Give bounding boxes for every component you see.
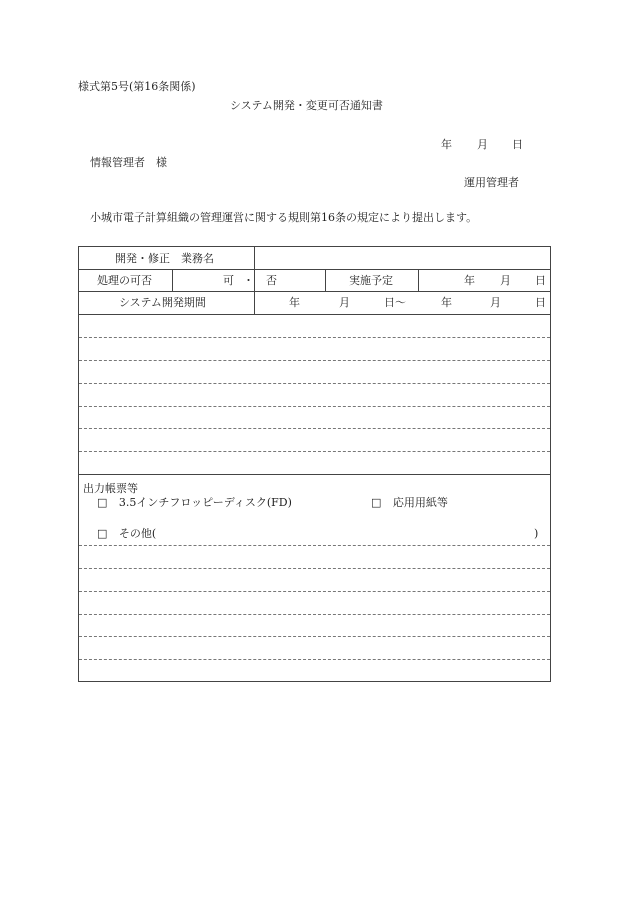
memo-line	[79, 428, 550, 429]
output-line	[79, 614, 550, 615]
row-divider	[79, 314, 550, 315]
cell-divider	[325, 269, 326, 291]
other-option[interactable]	[97, 528, 156, 539]
approval-no[interactable]: 否	[266, 274, 277, 287]
memo-line	[79, 337, 550, 338]
approval-dot: ・	[243, 274, 254, 287]
memo-line	[79, 451, 550, 452]
dev-end-year: 年	[441, 296, 452, 309]
checkbox-icon[interactable]: □	[97, 527, 108, 540]
checkbox-icon[interactable]: □	[371, 496, 382, 509]
approval-yes[interactable]: 可	[223, 274, 234, 287]
business-name-field[interactable]	[255, 247, 551, 269]
date-day-label: 日	[512, 138, 523, 151]
floppy-option-label: 3.5インチフロッピーディスク(FD)	[118, 496, 292, 509]
dev-end-month: 月	[490, 296, 501, 309]
schedule-month: 月	[500, 274, 511, 287]
other-option-close: )	[534, 527, 539, 540]
output-line	[79, 636, 550, 637]
floppy-option[interactable]	[97, 497, 292, 508]
other-option-label: その他(	[118, 527, 157, 540]
output-line	[79, 591, 550, 592]
intro-text: 小城市電子計算組織の管理運営に関する規則第16条の規定により提出します。	[90, 211, 478, 224]
schedule-year: 年	[464, 274, 475, 287]
output-line	[79, 659, 550, 660]
schedule-label: 実施予定	[349, 274, 393, 287]
output-line	[79, 568, 550, 569]
row-divider	[79, 291, 550, 292]
cell-divider	[418, 269, 419, 291]
memo-line	[79, 406, 550, 407]
output-line	[79, 545, 550, 546]
output-heading: 出力帳票等	[83, 482, 138, 495]
form-table	[78, 246, 551, 682]
section-divider	[79, 474, 550, 475]
dev-start-day: 日〜	[384, 296, 406, 309]
schedule-day: 日	[535, 274, 546, 287]
sender: 運用管理者	[464, 176, 519, 189]
date-year-label: 年	[441, 138, 452, 151]
dev-start-year: 年	[289, 296, 300, 309]
row-divider	[79, 269, 550, 270]
paper-option[interactable]	[371, 497, 448, 508]
memo-line	[79, 360, 550, 361]
memo-line	[79, 383, 550, 384]
cell-divider	[172, 269, 173, 291]
dev-end-day: 日	[535, 296, 546, 309]
dev-period-label: システム開発期間	[119, 296, 206, 309]
form-number: 様式第5号(第16条関係)	[78, 80, 196, 93]
business-name-label: 開発・修正 業務名	[115, 252, 214, 265]
addressee: 情報管理者 様	[90, 156, 167, 169]
paper-option-label: 応用用紙等	[392, 496, 448, 509]
approval-label: 処理の可否	[97, 274, 152, 287]
date-month-label: 月	[477, 138, 488, 151]
dev-start-month: 月	[339, 296, 350, 309]
document-title: システム開発・変更可否通知書	[230, 99, 383, 112]
checkbox-icon[interactable]: □	[97, 496, 108, 509]
